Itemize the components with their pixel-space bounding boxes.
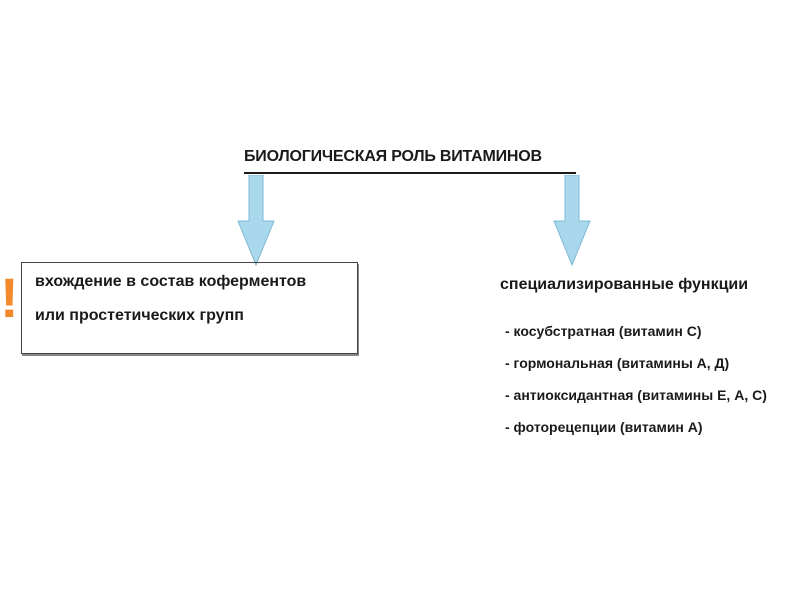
- specialized-functions-list: [505, 315, 767, 443]
- specialized-functions-heading: специализированные функции: [500, 276, 749, 293]
- diagram-title: БИОЛОГИЧЕСКАЯ РОЛЬ ВИТАМИНОВ: [244, 148, 542, 165]
- down-arrow-icon: [552, 175, 592, 267]
- exclamation-mark: !: [0, 266, 19, 329]
- title-underline: [244, 172, 576, 174]
- coenzyme-line-1: вхождение в состав коферментов: [35, 273, 307, 290]
- list-item: - антиоксидантная (витамины Е, А, С): [505, 387, 767, 403]
- down-arrow-icon: [236, 175, 276, 267]
- coenzyme-role-box: [21, 262, 358, 354]
- list-item: - фоторецепции (витамин А): [505, 419, 703, 435]
- list-item: - косубстратная (витамин С): [505, 323, 702, 339]
- list-item: - гормональная (витамины А, Д): [505, 355, 730, 371]
- coenzyme-line-2: или простетических групп: [35, 307, 244, 324]
